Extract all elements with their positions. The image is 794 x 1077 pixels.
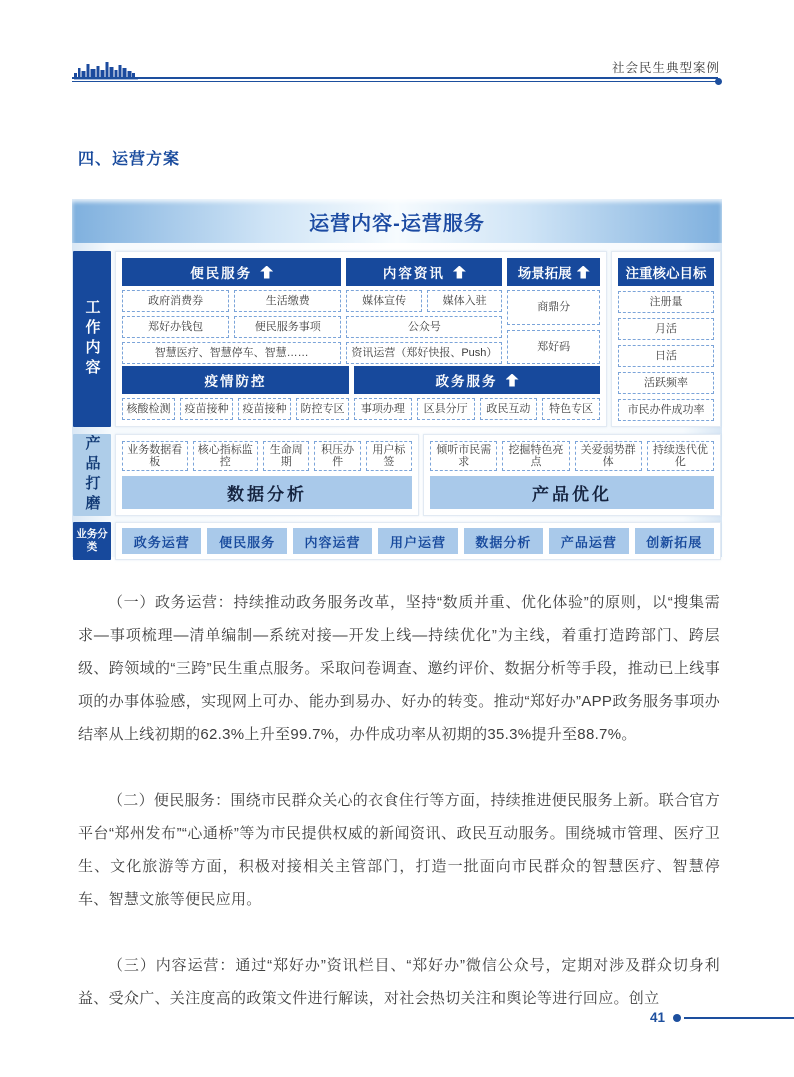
work-content-row — [72, 251, 722, 427]
footer-dot — [673, 1014, 681, 1022]
diagram-item: 特色专区 — [542, 398, 600, 420]
content-info-header — [346, 258, 502, 286]
diagram-item: 持续迭代优化 — [647, 441, 714, 471]
diagram-item: 防控专区 — [296, 398, 349, 420]
product-polish-row — [72, 434, 722, 516]
up-arrow-icon — [453, 266, 466, 279]
diagram-item: 生活缴费 — [234, 290, 341, 312]
header-rule-dot — [715, 78, 722, 85]
product-optimization-banner: 产品优化 — [430, 476, 714, 509]
section-title: 四、运营方案 — [78, 151, 181, 168]
gov-service-header-label: 政务服务 — [435, 374, 498, 389]
epidemic-control-header — [122, 366, 349, 394]
product-optimization-panel — [423, 434, 721, 516]
epidemic-control-header-label: 疫情防控 — [204, 374, 267, 389]
diagram-item: 业务数据看板 — [122, 441, 188, 471]
paragraph-gov-operation: （一）政务运营：持续推动政务服务改革，坚持“数质并重、优化体验”的原则，以“搜集需求—事项梳理—清单编制—系统对接—开发上线—持续优化”为主线，着重打造跨部门、跨层级、跨领域的“三跨”民生重点服务。采取问卷调查、邀约评价、数据分析等手段，推动已上线事项的办事体验感，实现网上可办、能办到易办、好办的转变。推动“郑好办”APP政务服务事项办结率从上线初期的62.3%上升至99.7%，办件成功率从初期的35.3%提升至88.7%。 — [78, 594, 720, 743]
paragraph-content-operation: （三）内容运营：通过“郑好办”资讯栏目、“郑好办”微信公众号，定期对涉及群众切身利益、受众广、关注度高的政策文件进行解读，对社会热切关注和舆论等进行回应。创立 — [78, 957, 720, 1007]
operations-diagram — [72, 199, 722, 557]
business-category-item: 政务运营 — [122, 528, 201, 554]
diagram-title-bar — [72, 199, 722, 243]
diagram-item: 市民办件成功率 — [618, 399, 714, 421]
diagram-item: 挖掘特色亮点 — [502, 441, 569, 471]
diagram-item: 资讯运营（郑好快报、Push） — [346, 342, 502, 364]
up-arrow-icon — [260, 266, 273, 279]
data-analysis-banner: 数据分析 — [122, 476, 412, 509]
page-header — [72, 50, 722, 86]
diagram-item: 核酸检测 — [122, 398, 175, 420]
data-analysis-panel — [115, 434, 419, 516]
body-text — [78, 586, 720, 1048]
diagram-item: 活跃频率 — [618, 372, 714, 394]
business-category-item: 数据分析 — [464, 528, 543, 554]
gov-service-header — [354, 366, 600, 394]
business-category-item: 产品运营 — [549, 528, 628, 554]
header-rule — [72, 77, 722, 84]
diagram-item: 政民互动 — [480, 398, 538, 420]
gov-service-column — [354, 366, 600, 420]
epidemic-control-column — [122, 366, 349, 420]
product-polish-label: 产品打磨 — [73, 434, 111, 516]
diagram-item: 事项办理 — [354, 398, 412, 420]
doc-header-title: 社会民生典型案例 — [611, 61, 720, 75]
header-rule-thin — [72, 81, 718, 82]
diagram-item: 用户标签 — [366, 441, 412, 471]
diagram-item: 区县分厅 — [417, 398, 475, 420]
convenience-service-header — [122, 258, 341, 286]
up-arrow-icon — [506, 374, 519, 387]
header-rule-thick — [72, 77, 718, 79]
diagram-item: 便民服务事项 — [234, 316, 341, 338]
work-content-label: 工作内容 — [73, 251, 111, 427]
scene-expansion-header — [507, 258, 600, 286]
business-category-label: 业务分类 — [73, 522, 111, 560]
diagram-item: 积压办件 — [314, 441, 360, 471]
business-category-row — [72, 522, 722, 560]
work-main-panel — [115, 251, 607, 427]
footer-line — [684, 1017, 794, 1019]
content-info-column — [346, 258, 502, 364]
paragraph-convenience-service: （二）便民服务：围绕市民群众关心的衣食住行等方面，持续推进便民服务上新。联合官方平台“郑州发布”“心通桥”等为市民提供权威的新闻资讯、政民互动服务。围绕城市管理、医疗卫生、文化旅游等方面，积极对接相关主管部门，打造一批面向市民群众的智慧医疗、智慧停车、智慧文旅等便民应用。 — [78, 792, 721, 908]
core-goals-header: 注重核心目标 — [618, 258, 714, 286]
diagram-item: 郑好办钱包 — [122, 316, 229, 338]
business-category-item: 创新拓展 — [635, 528, 714, 554]
diagram-title: 运营内容-运营服务 — [309, 212, 485, 235]
content-info-header-label: 内容资讯 — [382, 266, 445, 281]
diagram-item: 疫苗接种 — [238, 398, 291, 420]
diagram-item: 注册量 — [618, 291, 714, 313]
diagram-item: 倾听市民需求 — [430, 441, 497, 471]
business-category-item: 用户运营 — [378, 528, 457, 554]
diagram-item: 日活 — [618, 345, 714, 367]
core-goals-panel — [611, 251, 721, 427]
convenience-service-header-label: 便民服务 — [190, 266, 253, 281]
page-number: 41 — [650, 1010, 666, 1025]
diagram-item: 媒体宣传 — [346, 290, 422, 312]
business-category-panel — [115, 522, 721, 560]
diagram-item: 月活 — [618, 318, 714, 340]
convenience-service-column — [122, 258, 341, 364]
diagram-item: 政府消费券 — [122, 290, 229, 312]
diagram-item: 关爱弱势群体 — [575, 441, 642, 471]
business-category-item: 内容运营 — [293, 528, 372, 554]
business-category-item: 便民服务 — [207, 528, 286, 554]
diagram-item: 公众号 — [346, 316, 502, 338]
scene-expansion-header-label: 场景拓展 — [517, 266, 572, 281]
diagram-item: 郑好码 — [507, 330, 600, 365]
diagram-item: 生命周期 — [263, 441, 309, 471]
diagram-item: 媒体入驻 — [427, 290, 503, 312]
diagram-item: 疫苗接种 — [180, 398, 233, 420]
diagram-item: 商鼎分 — [507, 290, 600, 325]
scene-expansion-column — [507, 258, 600, 364]
page-footer — [0, 1010, 794, 1030]
diagram-item: 核心指标监控 — [193, 441, 259, 471]
diagram-item: 智慧医疗、智慧停车、智慧…… — [122, 342, 341, 364]
up-arrow-icon — [577, 266, 590, 279]
